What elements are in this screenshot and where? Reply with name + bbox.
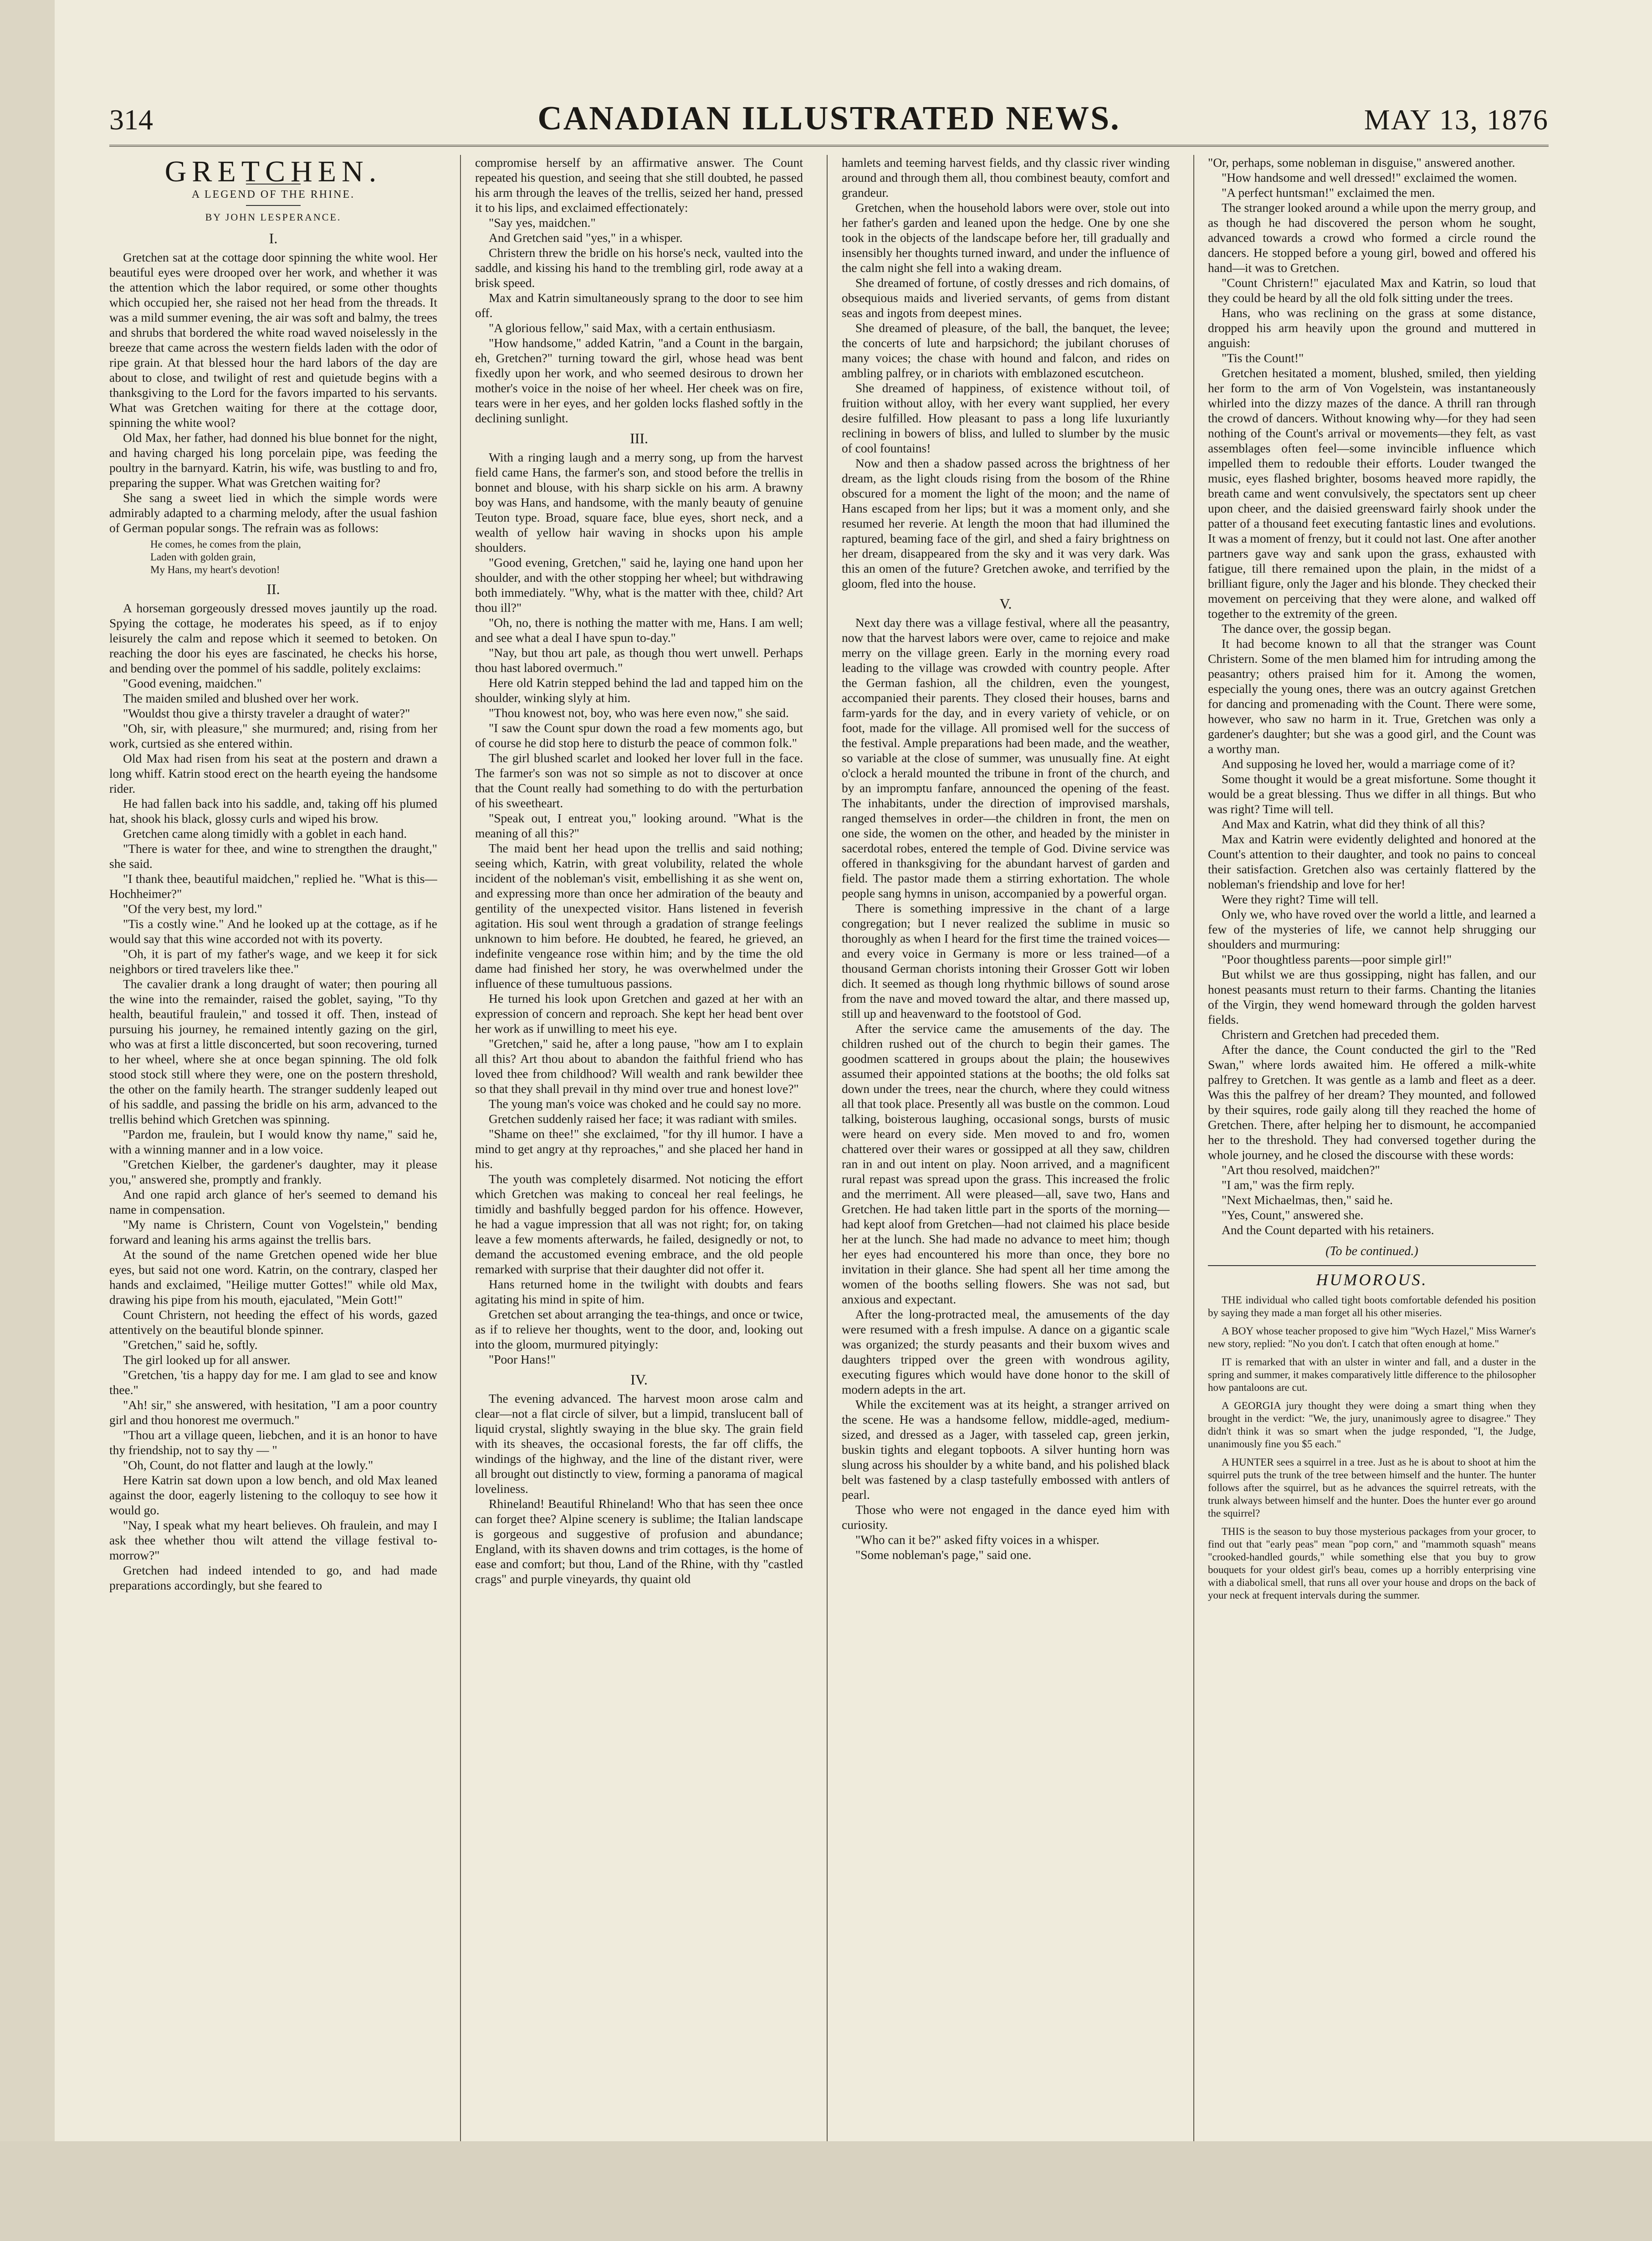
issue-date: MAY 13, 1876 xyxy=(1364,103,1549,136)
masthead: CANADIAN ILLUSTRATED NEWS. xyxy=(537,100,1120,137)
paragraph: She sang a sweet lied in which the simple words were admirably adapted to a charming melody, after the usual fashion of German popular songs. The refrain was as follows: xyxy=(109,491,437,535)
column-divider xyxy=(827,155,828,2141)
paragraph: Old Max had risen from his seat at the postern and drawn a long whiff. Katrin stood erect on the hearth eyeing the handsome rider. xyxy=(109,751,437,795)
humor-item: A HUNTER sees a squirrel in a tree. Just as he is about to shoot at him the squirrel puts the trunk of the tree between himself and the hunter. The hunter follows after the squirrel, but as he advances the squirrel retreats, with the trunk always between himself and the hunter. Does the hunter ever go around the squirrel? xyxy=(1208,1456,1536,1519)
paragraph: The cavalier drank a long draught of water; then pouring all the wine into the remainder, raised the goblet, saying, "To thy health, beautiful fraulein," and tossed it off. Then, instead of pursuing his journey, he remained intently gazing on the girl, who was at first a little disconcerted, but soon recovering, turned to her wheel, where she at once began spinning. The old folk stood stock still where they were, one on the postern threshold, the other on the family hearth. The stranger suddenly leaped out of his saddle, and passing the bridle on his arm, advanced to the trellis behind which Gretchen was spinning. xyxy=(109,977,437,1126)
verse-line: Laden with golden grain, xyxy=(150,551,256,563)
paragraph: While the excitement was at its height, a stranger arrived on the scene. He was a handsome fellow, middle-aged, medium-sized, and dressed as a Jager, with tasseled cap, green jerkin, buskin tights and elegant topboots. A silver hunting horn was slung across his shoulder by a white band, and his polished black belt was fastened by a clasp tastefully embossed with antlers of pearl. xyxy=(842,1397,1170,1502)
paragraph: "Wouldst thou give a thirsty traveler a draught of water?" xyxy=(123,706,410,720)
section-heading: V. xyxy=(999,595,1012,612)
header-rule xyxy=(109,145,1549,147)
verse-line: My Hans, my heart's devotion! xyxy=(150,564,280,575)
page-number: 314 xyxy=(109,103,153,136)
paragraph: Old Max, her father, had donned his blue bonnet for the night, and having charged his long porcelain pipe, was feeding the poultry in the barnyard. Katrin, his wife, was bustling to and fro, preparing the supper. What was Gretchen waiting for? xyxy=(109,431,437,490)
paragraph: "Yes, Count," answered she. xyxy=(1222,1208,1364,1222)
column-4 xyxy=(1208,155,1536,2137)
song-refrain xyxy=(150,538,437,576)
paragraph: "Art thou resolved, maidchen?" xyxy=(1222,1163,1380,1177)
paragraph: The youth was completely disarmed. Not noticing the effort which Gretchen was making to conceal her real feelings, he timidly and bashfully begged pardon for his offence. However, he had a vague impression that all was not right; for, on taking leave a few moments afterwards, he failed, designedly or not, to demand the accustomed evening embrace, and the old people remarked with surprise that their daughter did not offer it. xyxy=(475,1172,803,1276)
paragraph: Max and Katrin were evidently delighted and honored at the Count's attention to their daughter, and took no pains to conceal their satisfaction. Gretchen also was certainly flattered by the nobleman's friendship and love for her! xyxy=(1208,832,1536,891)
humor-item: THIS is the season to buy those mysterious packages from your grocer, to find out that "early peas" mean "pop corn," and "mammoth squash" means "crooked-handled gourds," while something else that you buy to grow bouquets for your oldest girl's beau, comes up a horribly enterprising vine with a diabolical smell, that runs all over your house and drops on the back of your neck at frequent intervals during the summer. xyxy=(1208,1526,1536,1601)
paragraph: Gretchen, when the household labors were over, stole out into her father's garden and leaned upon the hedge. One by one she took in the objects of the landscape before her, till gradually and insensibly her thoughts turned inward, and under the influence of the calm night she fell into a waking dream. xyxy=(842,200,1170,275)
section-heading: IV. xyxy=(630,1371,648,1388)
paragraph: "Some nobleman's page," said one. xyxy=(855,1548,1032,1562)
paragraph: "Tis the Count!" xyxy=(1222,351,1304,365)
paragraph: And supposing he loved her, would a marriage come of it? xyxy=(1222,757,1515,771)
page-header xyxy=(109,99,1549,141)
paragraph: He turned his look upon Gretchen and gazed at her with an expression of concern and reproach. She kept her head bent over her work as if unwilling to meet his eye. xyxy=(475,991,803,1036)
humor-item: THE individual who called tight boots comfortable defended his position by saying they made a man forget all his other miseries. xyxy=(1208,1294,1536,1318)
paragraph: She dreamed of happiness, of existence without toil, of fruition without alloy, with her every want supplied, her every desire fulfilled. How pleasant to pass a long life luxuriantly reclining in bowers of bliss, and lulled to slumber by the music of cool fountains! xyxy=(842,381,1170,455)
verse-line: He comes, he comes from the plain, xyxy=(150,538,301,550)
paragraph: The girl looked up for all answer. xyxy=(123,1353,291,1367)
paragraph: Only we, who have roved over the world a little, and learned a few of the mysteries of life, we cannot help shrugging our shoulders and murmuring: xyxy=(1208,907,1536,951)
paragraph: "I am," was the firm reply. xyxy=(1222,1178,1355,1192)
paragraph: After the long-protracted meal, the amusements of the day were resumed with a fresh impulse. A dance on a gigantic scale was organized; the sturdy peasants and their buxom wives and daughters tripped over the green with wondrous agility, executing figures which would have done honor to the skill of modern adepts in the art. xyxy=(842,1307,1170,1396)
paragraph: "My name is Christern, Count von Vogelstein," bending forward and leaning his arms against the trellis bars. xyxy=(109,1217,437,1246)
paragraph: And one rapid arch glance of her's seemed to demand his name in compensation. xyxy=(109,1187,437,1216)
paragraph: "A glorious fellow," said Max, with a certain enthusiasm. xyxy=(489,321,776,335)
paragraph: "Thou art a village queen, liebchen, and it is an honor to have thy friendship, not to say thy — " xyxy=(109,1428,437,1457)
paragraph: At the sound of the name Gretchen opened wide her blue eyes, but said not one word. Katrin, on the contrary, clasped her hands and exclaimed, "Heilige mutter Gottes!" while old Max, drawing his pipe from his mouth, ejaculated, "Mein Gott!" xyxy=(109,1247,437,1307)
paragraph: "Oh, it is part of my father's wage, and we keep it for sick neighbors or tired travelers like thee." xyxy=(109,947,437,976)
humor-item: IT is remarked that with an ulster in winter and fall, and a duster in the spring and summer, it makes comparatively little difference to the philosopher how pantaloons are cut. xyxy=(1208,1356,1536,1393)
paragraph: She dreamed of fortune, of costly dresses and rich domains, of obsequious maids and liveried servants, of gems from distant seas and ingots from deepest mines. xyxy=(842,276,1170,320)
section-heading: II. xyxy=(266,581,280,597)
paragraph: "Good evening, maidchen." xyxy=(123,676,262,690)
section-heading: III. xyxy=(630,430,648,446)
page-edge-shadow xyxy=(0,0,55,2241)
paragraph: With a ringing laugh and a merry song, up from the harvest field came Hans, the farmer's son, and stood before the trellis in bonnet and blouse, with his sharp sickle on his arm. A brawny boy was Hans, and handsome, with the manly beauty of genuine Teuton type. Broad, square face, blue eyes, short neck, and a wealth of yellow hair waving in shocks upon his ample shoulders. xyxy=(475,450,803,554)
paragraph: "Gretchen Kielber, the gardener's daughter, may it please you," answered she, promptly and frankly. xyxy=(109,1157,437,1186)
humor-item: A GEORGIA jury thought they were doing a smart thing when they brought in the verdict: "We, the jury, unanimously agree to disagree." They didn't think it was so smart when the judge responded, "I, the Judge, unanimously fine you $5 each." xyxy=(1208,1400,1536,1450)
story-byline: BY JOHN LESPERANCE. xyxy=(205,211,342,223)
column-1 xyxy=(109,155,437,2137)
paragraph: "Speak out, I entreat you," looking around. "What is the meaning of all this?" xyxy=(475,811,803,840)
column-3 xyxy=(842,155,1170,2137)
paragraph: "Nay, but thou art pale, as though thou wert unwell. Perhaps thou hast labored overmuch." xyxy=(475,646,803,675)
humor-item: A BOY whose teacher proposed to give him "Wych Hazel," Miss Warner's new story, replied: "No you don't. I catch that often enough at home." xyxy=(1208,1325,1536,1349)
paragraph: Gretchen came along timidly with a goblet in each hand. xyxy=(123,826,407,841)
paragraph: "Oh, no, there is nothing the matter with me, Hans. I am well; and see what a deal I have spun to-day." xyxy=(475,615,803,645)
column-divider xyxy=(1193,155,1194,2141)
paragraph: It had become known to all that the stranger was Count Christern. Some of the men blamed him for intruding among the peasantry; others praised him for it. Among the women, especially the young ones, there was an outcry against Gretchen for dancing and promenading with the Count. There were some, however, who saw no harm in it. True, Gretchen was only a gardener's daughter; but she was a good girl, and the Count was a worthy man. xyxy=(1208,636,1536,756)
paragraph: "Of the very best, my lord." xyxy=(123,902,262,916)
paragraph: Here old Katrin stepped behind the lad and tapped him on the shoulder, winking slyly at him. xyxy=(475,676,803,705)
paragraph: "A perfect huntsman!" exclaimed the men. xyxy=(1222,185,1435,200)
paragraph: Next day there was a village festival, where all the peasantry, now that the harvest labors were over, came to rejoice and make merry on the village green. Early in the morning every road leading to the village was crowded with country people. After the German fashion, all the children, even the youngest, accompanied their parents. They closed their houses, barns and farm-yards for the day, and in every variety of vehicle, or on foot, made for the village. All promised well for the success of the festival. Ample preparations had been made, and the weather, so variable at the close of summer, was unusually fine. At eight o'clock a herald mounted the tribune in front of the church, and by an impromptu fanfare, announced the opening of the feast. The inhabitants, under the direction of improvised marshals, ranged themselves in order—the children in front, the men on one side, the women on the other, and headed by the minister in sacerdotal robes, entered the temple of God. Divine service was offered in thanksgiving for the abundant harvest of garden and field. The pastor made them a stirring exhortation. The whole people sang hymns in unison, accompanied by a powerful organ. xyxy=(842,615,1170,900)
paragraph: "Next Michaelmas, then," said he. xyxy=(1222,1193,1393,1207)
paragraph: The maiden smiled and blushed over her work. xyxy=(123,691,359,705)
paragraph: "Who can it be?" asked fifty voices in a whisper. xyxy=(855,1533,1100,1547)
paragraph: Gretchen set about arranging the tea-things, and once or twice, as if to relieve her thoughts, went to the door, and, looking out into the gloom, murmured pityingly: xyxy=(475,1307,803,1351)
paragraph: "Gretchen," said he, softly. xyxy=(123,1338,258,1352)
paragraph: "Say yes, maidchen." xyxy=(489,215,596,230)
subtitle-rule xyxy=(246,205,301,206)
paragraph: The maid bent her head upon the trellis and said nothing; seeing which, Katrin, with great volubility, related the whole incident of the nobleman's visit, embellishing it as she went on, and expressing more than once her admiration of the beauty and gentility of the unexpected visitor. Hans listened in feverish agitation. His soul went through a gradation of strange feelings unknown to him before. He doubted, he feared, he grieved, an indefinite vengeance rose within him; and by the time the old dame had finished her story, he was overwhelmed under the influence of these tumultuous passions. xyxy=(475,841,803,990)
paragraph: "I thank thee, beautiful maidchen," replied he. "What is this—Hochheimer?" xyxy=(109,872,437,901)
paragraph: "Gretchen, 'tis a happy day for me. I am glad to see and know thee." xyxy=(109,1368,437,1397)
paragraph: Hans returned home in the twilight with doubts and fears agitating his mind in spite of him. xyxy=(475,1277,803,1306)
paragraph: Count Christern, not heeding the effect of his words, gazed attentively on the beautiful blonde spinner. xyxy=(109,1308,437,1337)
paragraph: "Gretchen," said he, after a long pause, "how am I to explain all this? Art thou about to abandon the faithful friend who has loved thee from childhood? Will wealth and rank bewilder thee so that they shall prevail in thy mind over true and honest love?" xyxy=(475,1036,803,1096)
paragraph: After the service came the amusements of the day. The children rushed out of the church to begin their games. The goodmen scattered in groups about the plain; the housewives assumed their appointed stations at the booths; the old folks sat down under the trees, near the church, where they could witness all that took place. Presently all was bustle on the common. Loud talking, boisterous laughing, occasional songs, bursts of music were heard on every side. Men moved to and fro, women chattered over their wares or gossipped at all they saw, children ran in and out intent on play. Noon arrived, and a magnificent rural repast was spread upon the grass. This increased the frolic and the merriment. All were pleased—all, save two, Hans and Gretchen. He had taken little part in the sports of the morning—had kept aloof from Gretchen—had not claimed his place beside her at the lunch. She had made no advance to meet him; though her eyes had encountered his more than once, they bore no invitation in their glance. She had spent all her time among the women of the booths selling flowers. She was not sad, but anxious and expectant. xyxy=(842,1021,1170,1306)
paragraph: Christern and Gretchen had preceded them. xyxy=(1222,1027,1440,1041)
humorous-heading: HUMOROUS. xyxy=(1316,1271,1428,1289)
paragraph: Gretchen hesitated a moment, blushed, smiled, then yielding her form to the arm of Von Vogelstein, was instantaneously whirled into the dizzy mazes of the dance. A thrill ran through the crowd of dancers. Without knowing why—for they had seen nothing of the Count's arrival or movements—they felt, as vast assemblages often feel—some invincible influence which impelled them to redouble their efforts. Louder twanged the music, eyes flashed brighter, bosoms heaved more rapidly, the breath came and went convulsively, the spectators sent up cheer upon cheer, and the daisied greensward fairly shook under the patter of a thousand feet executing fantastic lines and evolutions. It was a moment of frenzy, but it could not last. One after another partners gave way and sank upon the grass, exhausted with fatigue, till there remained upon the plain, in the midst of a brilliant figure, only the Jager and his blonde. They checked their movement on perceiving that they were alone, and walked off together to the extremity of the green. xyxy=(1208,366,1536,621)
paragraph: "Oh, Count, do not flatter and laugh at the lowly." xyxy=(123,1458,373,1472)
column-divider xyxy=(460,155,461,2141)
paragraph: "Good evening, Gretchen," said he, laying one hand upon her shoulder, and with the other stopping her wheel; but withdrawing both immediately. "Why, what is the matter with thee, child? Art thou ill?" xyxy=(475,555,803,615)
paragraph: The girl blushed scarlet and looked her lover full in the face. The farmer's son was not so simple as not to discover at once that the Count really had something to do with the perturbation of his sweetheart. xyxy=(475,751,803,810)
column-2 xyxy=(475,155,803,2137)
paragraph: Rhineland! Beautiful Rhineland! Who that has seen thee once can forget thee? Alpine scenery is sublime; the Italian landscape is gorgeous and suggestive of profusion and abundance; England, with its shaven downs and trim cottages, is the home of ease and comfort; but thou, Land of the Rhine, with thy "castled crags" and purple vineyards, thy quaint old xyxy=(475,1497,803,1586)
paragraph: "Oh, sir, with pleasure," she murmured; and, rising from her work, curtsied as she entered within. xyxy=(109,721,437,750)
paragraph: The young man's voice was choked and he could say no more. xyxy=(489,1097,802,1111)
paragraph: Here Katrin sat down upon a low bench, and old Max leaned against the door, eagerly listening to the colloquy to see how it would go. xyxy=(109,1473,437,1517)
story-title: GRETCHEN. xyxy=(164,155,382,188)
paragraph: After the dance, the Count conducted the girl to the "Red Swan," where lords awaited him. He offered a milk-white palfrey to Gretchen. It was gentle as a lamb and fleet as a deer. Was this the palfrey of her dream? They mounted, and followed by their squires, rode gaily along till they reached the home of Gretchen. There, after helping her to dismount, he accompanied her to the threshold. They had conversed together during the whole journey, and he closed the discourse with these words: xyxy=(1208,1042,1536,1162)
paragraph: Those who were not engaged in the dance eyed him with curiosity. xyxy=(842,1503,1170,1532)
paragraph: The evening advanced. The harvest moon arose calm and clear—not a flat circle of silver, but a limpid, translucent ball of liquid crystal, slightly swaying in the blue sky. The grain field with its sheaves, the occasional forests, the far off cliffs, the windings of the highway, and the line of the distant river, were all brought out distinctly to view, forming a panorama of magical loveliness. xyxy=(475,1391,803,1496)
paragraph: And Max and Katrin, what did they think of all this? xyxy=(1222,817,1485,831)
paragraph: But whilst we are thus gossipping, night has fallen, and our honest peasants must return to their farms. Chanting the litanies of the Virgin, they wend homeward through the golden harvest fields. xyxy=(1208,967,1536,1026)
paragraph: "Or, perhaps, some nobleman in disguise," answered another. xyxy=(1208,155,1515,169)
paragraph: "Poor Hans!" xyxy=(489,1352,556,1366)
paragraph: "Tis a costly wine." And he looked up at the cottage, as if he would say that this wine accorded not with its poverty. xyxy=(109,917,437,946)
paragraph: compromise herself by an affirmative answer. The Count repeated his question, and seeing that she still doubted, he passed his arm through the leaves of the trellis, seized her hand, pressed it to his lips, and exclaimed effectionately: xyxy=(475,155,803,215)
paragraph: Hans, who was reclining on the grass at some distance, dropped his arm heavily upon the ground and muttered in anguish: xyxy=(1208,306,1536,350)
paragraph: The stranger looked around a while upon the merry group, and as though he had discovered the person whom he sought, advanced towards a crowd who formed a circle round the dancers. He stopped before a young girl, bowed and offered his hand—it was to Gretchen. xyxy=(1208,200,1536,275)
paragraph: "Shame on thee!" she exclaimed, "for thy ill humor. I have a mind to get angry at thy reproaches," and she placed her hand in his. xyxy=(475,1127,803,1171)
paragraph: He had fallen back into his saddle, and, taking off his plumed hat, shook his black, glossy curls and wiped his brow. xyxy=(109,796,437,826)
paragraph: And Gretchen said "yes," in a whisper. xyxy=(489,231,683,245)
paragraph: "I saw the Count spur down the road a few moments ago, but of course he did stop here to disturb the peace of common folk." xyxy=(475,721,803,750)
paragraph: "How handsome and well dressed!" exclaimed the women. xyxy=(1222,170,1517,185)
paragraph: Were they right? Time will tell. xyxy=(1222,892,1379,906)
paragraph: A horseman gorgeously dressed moves jauntily up the road. Spying the cottage, he moderates his speed, as if to enjoy leisurely the calm and repose which it seemed to betoken. On reaching the door his eyes are fascinated, he checks his horse, and bending over the pommel of his saddle, politely exclaims: xyxy=(109,601,437,675)
paragraph: Max and Katrin simultaneously sprang to the door to see him off. xyxy=(475,291,803,320)
continued-note: (To be continued.) xyxy=(1325,1244,1418,1258)
paragraph: Christern threw the bridle on his horse's neck, vaulted into the saddle, and kissing his hand to the trembling girl, rode away at a brisk speed. xyxy=(475,246,803,290)
paragraph: She dreamed of pleasure, of the ball, the banquet, the levee; the concerts of lute and harpsichord; the jubilant choruses of many voices; the chase with hound and falcon, and rides on ambling palfrey, or in chariots with emblazoned escutcheon. xyxy=(842,321,1170,380)
paragraph: Gretchen had indeed intended to go, and had made preparations accordingly, but she feared to xyxy=(109,1563,437,1592)
paragraph: "There is water for thee, and wine to strengthen the draught," she said. xyxy=(109,841,437,871)
paragraph: "Thou knowest not, boy, who was here even now," she said. xyxy=(489,706,789,720)
paragraph: "Count Christern!" ejaculated Max and Katrin, so loud that they could be heard by all the old folk sitting under the trees. xyxy=(1208,276,1536,305)
paragraph: Gretchen sat at the cottage door spinning the white wool. Her beautiful eyes were drooped over her work, and whether it was the attention which the labor required, or some other thoughts which occupied her, she raised not her head from the threads. It was a mild summer evening, the air was soft and balmy, the trees and shrubs that bordered the white road waved noiselessly in the breeze that came across the western fields laden with the odor of ripe grain. At that blessed hour the hard labors of the day are about to close, and twilight of rest and quietude begins with a thanksgiving to the Lord for the favors imparted to his servants. What was Gretchen waiting for there at the cottage door, spinning the white wool? xyxy=(109,250,437,430)
page-bottom-margin xyxy=(0,2141,1652,2241)
paragraph: The dance over, the gossip began. xyxy=(1222,621,1391,636)
paragraph: "Pardon me, fraulein, but I would know thy name," said he, with a winning manner and in a low voice. xyxy=(109,1127,437,1156)
paragraph: "Poor thoughtless parents—poor simple girl!" xyxy=(1222,952,1452,966)
section-heading: I. xyxy=(269,230,278,246)
paragraph: There is something impressive in the chant of a large congregation; but I never realized the sublime in music so thoroughly as when I heard for the first time the trained voices—and every voice in Germany is more or less trained—of a thousand German chorists intoning their Grosser Gott wir loben dich. It seemed as though long rhythmic billows of sound arose from the nave and moved toward the altar, and there massed up, still up and heavenward to the footstool of God. xyxy=(842,901,1170,1021)
paragraph: "Ah! sir," she answered, with hesitation, "I am a poor country girl and thou honorest me overmuch." xyxy=(109,1398,437,1427)
paragraph: "How handsome," added Katrin, "and a Count in the bargain, eh, Gretchen?" turning toward the girl, whose head was bent fixedly upon her work, and who seemed desirous to drown her mother's voice in the noise of her wheel. Her cheek was on fire, tears were in her eyes, and her golden locks flashed softly in the declining sunlight. xyxy=(475,336,803,425)
paragraph: hamlets and teeming harvest fields, and thy classic river winding around and through them all, thou combinest beauty, comfort and grandeur. xyxy=(842,155,1170,200)
section-rule xyxy=(1208,1265,1536,1266)
paragraph: Now and then a shadow passed across the brightness of her dream, as the light clouds rising from the bosom of the Rhine obscured for a moment the light of the moon; and the name of Hans escaped from her lips; but it was a moment only, and she resumed her reverie. At length the moon that had illumined the raptured, beaming face of the girl, and shed a fairy brightness on her dream, disappeared from the sky and it was very dark. Was this an omen of the future? Gretchen awoke, and terrified by the gloom, fled into the house. xyxy=(842,456,1170,590)
paragraph: Some thought it would be a great misfortune. Some thought it would be a great blessing. Thus we differ in all things. But who was right? Time will tell. xyxy=(1208,772,1536,816)
paragraph: "Nay, I speak what my heart believes. Oh fraulein, and may I ask thee whether thou wilt attend the village festival to-morrow?" xyxy=(109,1518,437,1562)
paragraph: Gretchen suddenly raised her face; it was radiant with smiles. xyxy=(489,1112,797,1126)
story-subtitle: A LEGEND OF THE RHINE. xyxy=(191,189,355,200)
paragraph: And the Count departed with his retainers. xyxy=(1222,1223,1434,1237)
